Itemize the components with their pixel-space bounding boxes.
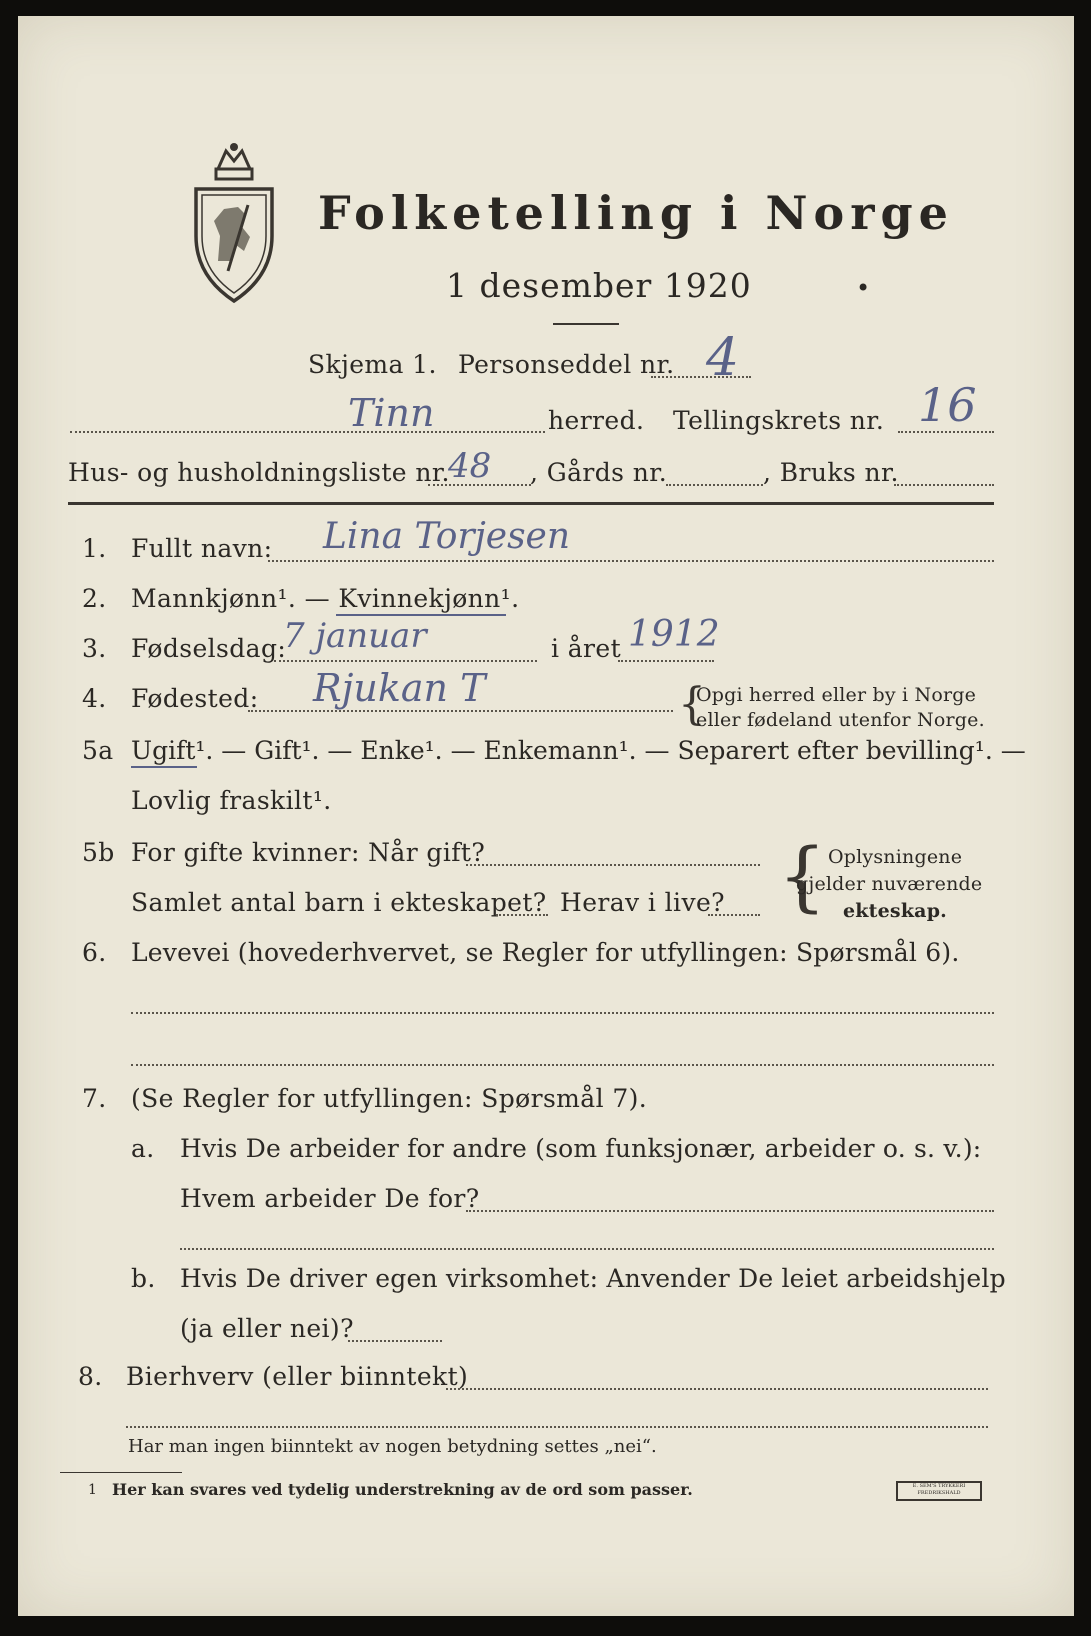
q5b-when-married-line <box>466 864 760 866</box>
q4-note-line2: eller fødeland utenfor Norge. <box>696 709 985 731</box>
q5a-underline-mark <box>131 766 197 768</box>
q1-label: Fullt navn: <box>131 534 273 563</box>
q4-label: Fødested: <box>131 684 259 713</box>
q4-number: 4. <box>82 684 107 713</box>
footnote-text: Her kan svares ved tydelig understrekning av de ord som passer. <box>112 1480 693 1499</box>
q4-note-line1: Opgi herred eller by i Norge <box>696 684 977 706</box>
q7a-line1: Hvis De arbeider for andre (som funksjonær, arbeider o. s. v.): <box>180 1134 982 1163</box>
q8-note: Har man ingen biinntekt av nogen betydning settes „nei“. <box>128 1436 657 1457</box>
q7a-employer-line <box>466 1210 994 1212</box>
q2-gender-options[interactable]: Mannkjønn¹. — Kvinnekjønn¹. <box>131 584 520 613</box>
bruks-label: , Bruks nr. <box>763 458 899 487</box>
bruks-line <box>894 484 994 486</box>
q3-line <box>274 660 537 662</box>
gards-line <box>666 484 763 486</box>
hus-label: Hus- og husholdningsliste nr. <box>68 458 450 487</box>
q7b-letter: b. <box>131 1264 156 1293</box>
q7a-line2: Hvem arbeider De for? <box>180 1184 480 1213</box>
q5a-marital-options-cont[interactable]: Lovlig fraskilt¹. <box>131 786 332 815</box>
q3-year-value[interactable]: 1912 <box>628 614 720 655</box>
q3-year-line <box>618 660 714 662</box>
norwegian-coat-of-arms-icon <box>188 141 280 306</box>
census-form-sheet <box>18 16 1074 1616</box>
q6-line-1 <box>131 1012 994 1014</box>
form-title: Folketelling i Norge <box>318 186 954 240</box>
q3-year-label: i året <box>551 634 622 663</box>
title-divider <box>553 323 619 325</box>
q1-number: 1. <box>82 534 107 563</box>
q5b-number: 5b <box>82 838 115 867</box>
q5b-when-married-label: For gifte kvinner: Når gift? <box>131 838 486 867</box>
q8-number: 8. <box>78 1362 103 1391</box>
q3-birthday-value[interactable]: 7 januar <box>283 616 427 656</box>
q4-birthplace-value[interactable]: Rjukan T <box>313 666 486 710</box>
gards-label: , Gårds nr. <box>530 458 668 487</box>
ink-dot: • <box>856 274 871 302</box>
q4-note-brace: { <box>678 679 706 730</box>
q3-label: Fødselsdag: <box>131 634 287 663</box>
q5a-marital-options[interactable]: Ugift¹. — Gift¹. — Enke¹. — Enkemann¹. — Separert efter bevilling¹. — <box>131 736 1026 765</box>
footnote-separator <box>60 1472 182 1473</box>
footnote-number: 1 <box>88 1482 97 1498</box>
q3-number: 3. <box>82 634 107 663</box>
q8-extra-line <box>126 1426 988 1428</box>
q5b-note-line2: gjelder nuværende <box>796 873 983 895</box>
q5b-note-line1: Oplysningene <box>828 846 963 868</box>
hus-value[interactable]: 48 <box>448 446 492 486</box>
q6-line-2 <box>131 1064 994 1066</box>
q7a-letter: a. <box>131 1134 155 1163</box>
q8-label: Bierhverv (eller biinntekt) <box>126 1362 469 1391</box>
q5b-children-line <box>496 914 548 916</box>
q7b-answer-line <box>348 1340 442 1342</box>
q7b-line1: Hvis De driver egen virksomhet: Anvender De leiet arbeidshjelp <box>180 1264 1006 1293</box>
q5b-alive-line <box>708 914 760 916</box>
q5b-children-label: Samlet antal barn i ekteskapet? <box>131 888 547 917</box>
q4-line <box>248 710 673 712</box>
skjema-label: Skjema 1. <box>308 350 437 379</box>
tellingskrets-value[interactable]: 16 <box>918 378 977 432</box>
q1-line <box>268 560 994 562</box>
herred-value[interactable]: Tinn <box>348 391 435 435</box>
herred-line <box>70 431 545 433</box>
q8-line <box>446 1388 988 1390</box>
q5a-number: 5a <box>82 736 114 765</box>
q5b-alive-label: Herav i live? <box>560 888 725 917</box>
header-separator <box>68 502 994 505</box>
personseddel-value[interactable]: 4 <box>706 328 740 388</box>
q7a-extra-line <box>180 1248 994 1250</box>
q5b-note-line3: ekteskap. <box>843 900 947 922</box>
q2-number: 2. <box>82 584 107 613</box>
q6-number: 6. <box>82 938 107 967</box>
census-date: 1 desember 1920 <box>446 266 752 305</box>
herred-label: herred. <box>548 406 645 435</box>
q6-label: Levevei (hovederhvervet, se Regler for utfyllingen: Spørsmål 6). <box>131 938 960 967</box>
q1-full-name-value[interactable]: Lina Torjesen <box>323 516 571 557</box>
q7b-line2: (ja eller nei)? <box>180 1314 354 1343</box>
personseddel-label: Personseddel nr. <box>458 350 675 379</box>
printer-stamp: E. SEM'S TRYKKERI FREDRIKSHALD <box>896 1481 982 1501</box>
tellingskrets-label: Tellingskrets nr. <box>673 406 885 435</box>
q7-label: (Se Regler for utfyllingen: Spørsmål 7). <box>131 1084 648 1113</box>
q7-number: 7. <box>82 1084 107 1113</box>
q5b-note-brace: { <box>778 831 827 920</box>
